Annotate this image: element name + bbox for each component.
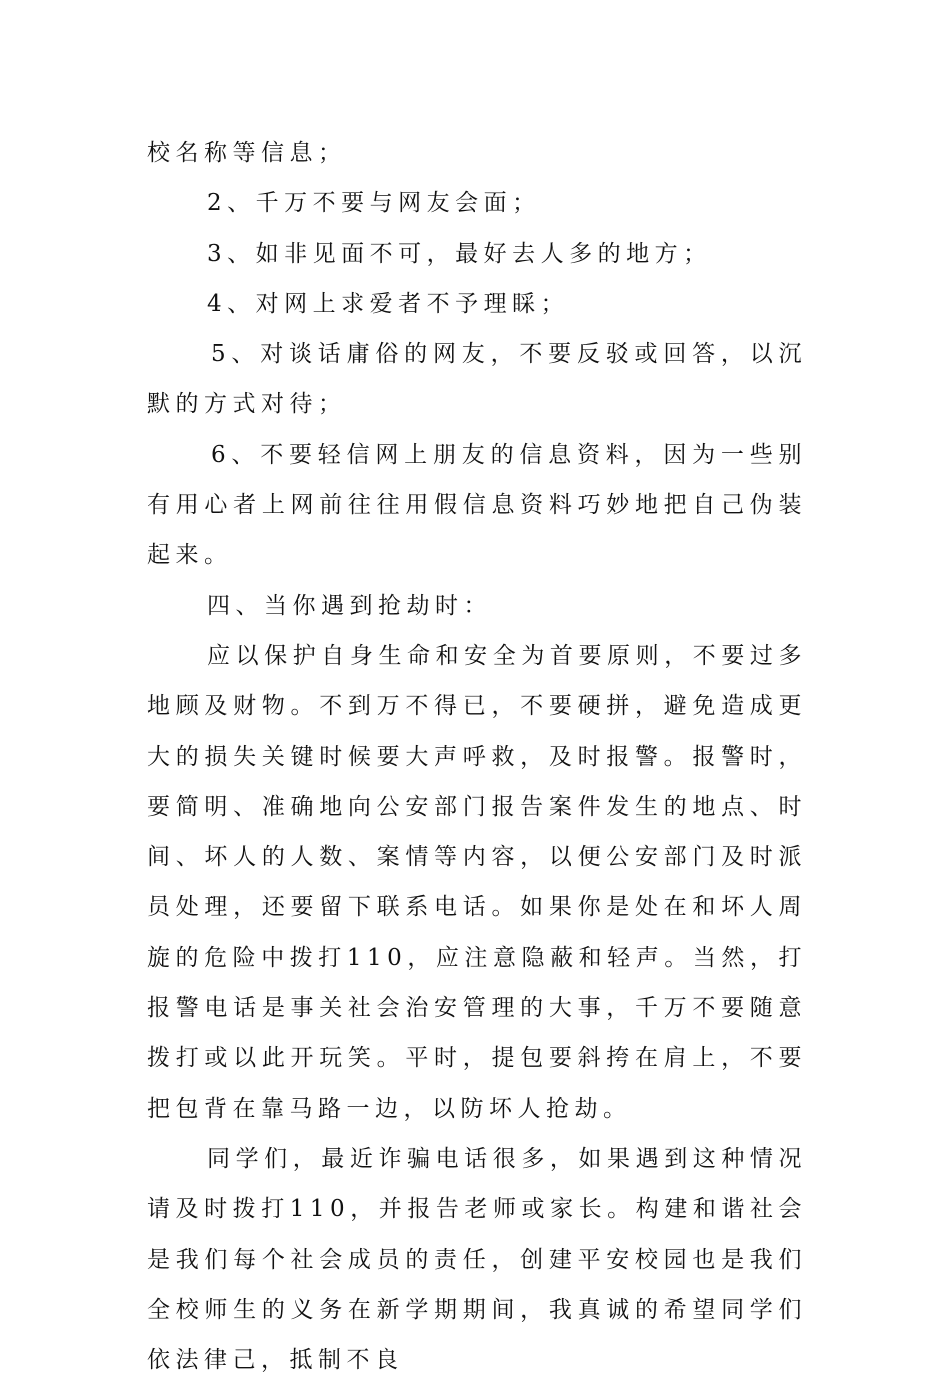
paragraph-item-4: 4、对网上求爱者不予理睬；: [207, 290, 570, 317]
paragraph-item-5: 5、对谈话庸俗的网友，不要反驳或回答，以沉默的方式对待；: [147, 341, 807, 418]
paragraph-robbery-advice: 应以保护自身生命和安全为首要原则，不要过多地顾及财物。不到万不得已，不要硬拼，避免造成更大的损失关键时候要大声呼救，及时报警。报警时，要简明、准确地向公安部门报告案件发生的地点、时间、坏人的人数、案情等内容，以便公安部门及时派员处理，还要留下联系电话。如果你是处在和坏人周旋的危险中拨打110，应注意隐蔽和轻声。当然，打报警电话是事关社会治安管理的大事，千万不要随意拨打或以此开玩笑。平时，提包要斜挎在肩上，不要把包背在靠马路一边，以防坏人抢劫。: [147, 642, 807, 1122]
paragraph-item-3: 3、如非见面不可，最好去人多的地方；: [207, 240, 712, 267]
paragraph-item-2: 2、千万不要与网友会面；: [207, 190, 541, 217]
paragraph-item-6: 6、不要轻信网上朋友的信息资料，因为一些别有用心者上网前往往用假信息资料巧妙地把自己伪装起来。: [147, 441, 807, 569]
paragraph-closing: 同学们，最近诈骗电话很多，如果遇到这种情况请及时拨打110，并报告老师或家长。构建和谐社会是我们每个社会成员的责任，创建平安校园也是我们全校师生的义务在新学期期间，我真诚的希望同学们依法律己，抵制不良: [147, 1145, 807, 1374]
section-heading-robbery: 四、当你遇到抢劫时：: [207, 592, 492, 619]
paragraph-continuation: 校名称等信息；: [147, 140, 347, 166]
document-body: [147, 128, 807, 1385]
